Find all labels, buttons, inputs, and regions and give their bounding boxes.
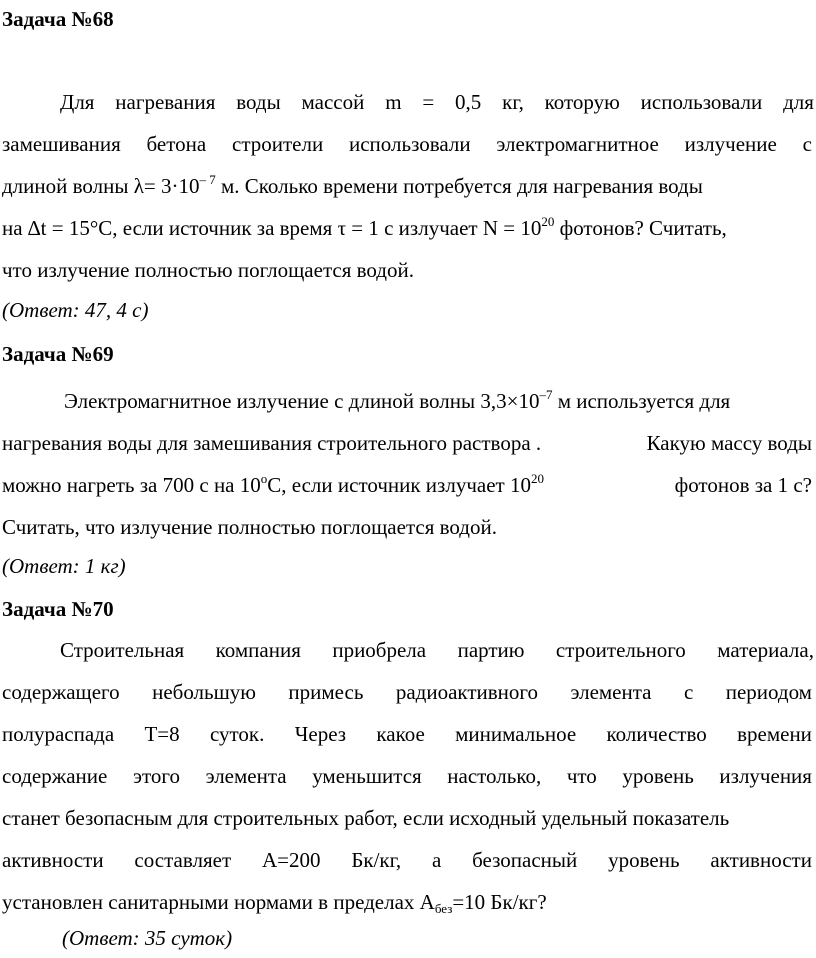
problem-68-line-1: Для нагревания воды массой m = 0,5 кг, которую использовали для [60, 90, 814, 114]
problem-68-line-3: длиной волны $\lambda= 3\cdot 10^{- 7}$ м. Сколько времени потребуется для нагревания воды [2, 172, 703, 198]
problem-69-answer: (Ответ: 1 кг) [2, 554, 126, 578]
problem-68-answer: (Ответ: 47, 4 с) [2, 298, 149, 322]
problem-70-title: Задача №70 [2, 597, 114, 621]
problem-69-title: Задача №69 [2, 342, 114, 366]
problem-70-line-1: Строительная компания приобрела партию строительного материала, [60, 638, 814, 662]
problem-70-line-4: содержание этого элемента уменьшится настолько, что уровень излучения [2, 764, 812, 788]
problem-70-line-6: активности составляет А=200 Бк/кг, а безопасный уровень активности [2, 848, 812, 872]
problem-69-line-1: Электромагнитное излучение с длиной волны $3,3\times 10^{-7}$ м используется для [64, 387, 731, 413]
problem-70-line-2: содержащего небольшую примесь радиоактивного элемента с периодом [2, 680, 812, 704]
problem-69-line-3: можно нагреть за 700 с на 10$^o$С, если источник излучает $10^{20}$ фотонов за 1 с? [2, 471, 812, 497]
problem-70-answer: (Ответ: 35 суток) [62, 926, 233, 950]
problem-68-line-5: что излучение полностью поглощается водой. [2, 258, 414, 282]
problem-68-title: Задача №68 [2, 7, 114, 31]
problem-70-line-7: установлен санитарными нормами в пределах $А_{без}=10$ Бк/кг? [2, 890, 547, 916]
problem-68-line-4: на ∆t = 15°С, если источник за время τ = 1 с излучает $N = 10^{20}$ фотонов? Считать, [2, 214, 727, 240]
problem-69-line-2: нагревания воды для замешивания строительного раствора . Какую массу воды [2, 431, 812, 455]
problem-70-line-3: полураспада Т=8 суток. Через какое минимальное количество времени [2, 722, 812, 746]
problem-70-line-5: станет безопасным для строительных работ, если исходный удельный показатель [2, 806, 730, 830]
problem-69-line-4: Считать, что излучение полностью поглощается водой. [2, 515, 497, 539]
problem-68-line-2: замешивания бетона строители использовали электромагнитное излучение с [2, 132, 812, 156]
